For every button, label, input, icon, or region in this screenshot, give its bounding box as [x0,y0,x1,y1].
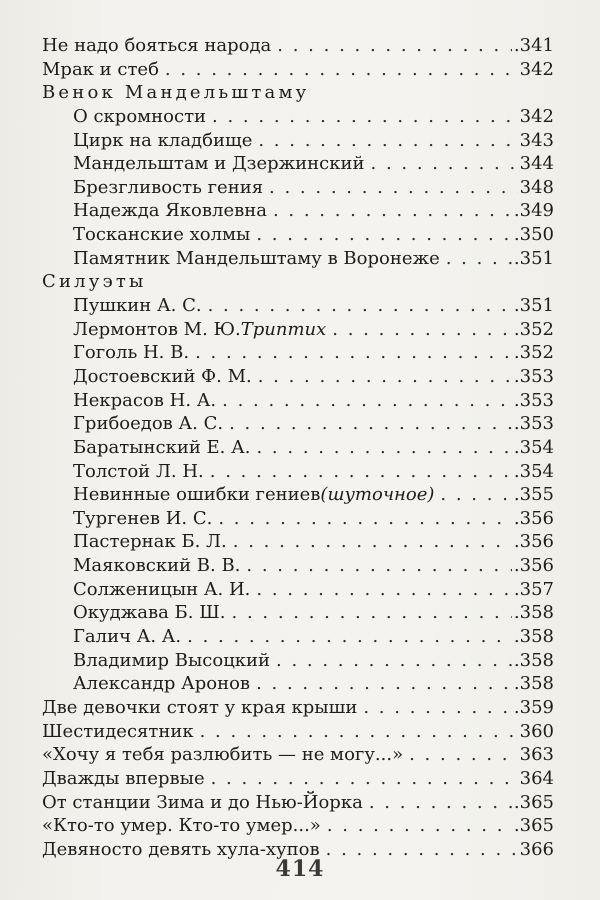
toc-entry [42,483,554,507]
page-number-folio: 414 [275,856,325,882]
dot-leader [258,365,512,389]
dot-leader [211,767,518,791]
dot-leader [369,791,512,815]
toc-entry [42,152,554,176]
entry-page-number: .356 [513,507,554,529]
toc-section-heading [42,81,554,105]
dot-leader [232,601,512,625]
toc-entry [42,720,554,744]
entry-page-number: .351 [513,247,554,269]
dot-leader [277,34,512,58]
entry-title: О скромности [73,105,207,127]
toc-entry [42,199,554,223]
entry-page-number: .358 [513,626,554,648]
entry-page-number: .358 [513,649,554,671]
entry-title: Некрасов Н. А. [73,389,217,411]
entry-title: Лермонтов М. Ю. [73,318,241,340]
dot-leader [332,318,512,342]
toc-entry [42,791,554,815]
entry-title: Владимир Высоцкий [73,649,271,671]
dot-leader [371,152,518,176]
entry-page-number: 342 [519,58,554,80]
entry-title: Достоевский Ф. М. [73,365,252,387]
entry-page-number: .354 [513,460,554,482]
entry-title: От станции Зима и до Нью-Йорка [42,791,363,813]
toc-entry [42,530,554,554]
entry-page-number: .353 [513,413,554,435]
entry-title: Пастернак Б. Л. [73,531,227,553]
toc-entry [42,672,554,696]
entry-title-italic: Триптих [240,318,327,340]
entry-title: Маяковский В. В. [73,555,241,577]
entry-page-number: .352 [513,318,554,340]
dot-leader [195,341,512,365]
section-title: Венок Мандельштаму [42,82,310,104]
toc-entry [42,743,554,767]
entry-title: «Кто-то умер. Кто-то умер...» [42,815,321,837]
dot-leader [273,199,512,223]
dot-leader [409,743,518,767]
entry-title: «Хочу я тебя разлюбить — не могу...» [42,744,404,766]
entry-page-number: .365 [513,815,554,837]
toc-entry [42,436,554,460]
dot-leader [276,649,512,673]
entry-title: Грибоедов А. С. [73,413,224,435]
toc-entry [42,554,554,578]
entry-title: Надежда Яковлевна [73,200,267,222]
toc-entry [42,318,554,342]
entry-page-number: .353 [513,365,554,387]
entry-title: Тургенев И. С. [73,507,213,529]
section-title: Силуэты [42,271,147,293]
entry-title-italic: (шуточное) [320,484,435,506]
entry-page-number: 343 [519,129,554,151]
toc-entry [42,389,554,413]
toc-entry [42,507,554,531]
entry-title: Окуджава Б. Ш. [73,602,226,624]
entry-page-number: .351 [513,295,554,317]
dot-leader [165,58,518,82]
toc-entry [42,365,554,389]
dot-leader [327,814,512,838]
entry-page-number: 364 [519,767,554,789]
toc-entry [42,294,554,318]
entry-page-number: .358 [513,602,554,624]
entry-page-number: .354 [513,436,554,458]
entry-title: Мандельштам и Дзержинский [73,153,365,175]
toc-entry [42,625,554,649]
toc-entry [42,649,554,673]
entry-title: Девяносто девять хула-хупов [42,838,320,860]
entry-title: Солженицын А. И. [73,578,251,600]
toc-entry [42,58,554,82]
toc-entry [42,601,554,625]
dot-leader [233,530,512,554]
dot-leader [218,507,512,531]
toc-entry [42,578,554,602]
dot-leader [256,672,512,696]
dot-leader [256,578,512,602]
toc-entry [42,767,554,791]
entry-title: Мрак и стеб [42,58,159,80]
dot-leader [446,247,512,271]
toc-entry [42,247,554,271]
entry-page-number: .355 [513,484,554,506]
entry-title: Тосканские холмы [73,224,251,246]
dot-leader [200,720,518,744]
table-of-contents [42,34,554,861]
toc-entry [42,176,554,200]
toc-entry [42,412,554,436]
entry-page-number: 360 [519,720,554,742]
entry-title: Галич А. А. [73,626,182,648]
entry-title: Брезгливость гения [73,176,264,198]
toc-entry [42,341,554,365]
entry-title: Две девочки стоят у края крыши [42,696,358,718]
dot-leader [256,436,511,460]
dot-leader [187,625,512,649]
dot-leader [222,389,512,413]
entry-title: Не надо бояться народа [42,35,272,56]
entry-page-number: .349 [513,200,554,222]
dot-leader [208,294,512,318]
entry-title: Пушкин А. С. [73,295,202,317]
entry-title: Шестидесятник [42,720,194,742]
toc-entry [42,460,554,484]
entry-title: Невинные ошибки гениев [73,484,321,506]
dot-leader [229,412,512,436]
dot-leader [212,105,518,129]
entry-page-number: .350 [513,224,554,246]
dot-leader [440,483,512,507]
entry-title: Баратынский Е. А. [73,436,251,458]
dot-leader [269,176,518,200]
toc-section-heading [42,270,554,294]
entry-page-number: .353 [513,389,554,411]
toc-entry [42,696,554,720]
toc-entry [42,129,554,153]
entry-page-number: .356 [513,531,554,553]
entry-page-number: .365 [513,791,554,813]
toc-entry [42,34,554,58]
entry-page-number: .341 [513,35,554,56]
entry-page-number: 348 [519,176,554,198]
entry-title: Памятник Мандельштаму в Воронеже [73,247,440,269]
entry-page-number: 363 [519,744,554,766]
entry-title: Толстой Л. Н. [73,460,204,482]
dot-leader [246,554,512,578]
dot-leader [210,460,512,484]
dot-leader [258,129,517,153]
entry-page-number: .359 [513,696,554,718]
toc-entry [42,814,554,838]
dot-leader [363,696,512,720]
entry-page-number: .357 [513,578,554,600]
entry-page-number: .358 [513,673,554,695]
entry-page-number: .356 [513,555,554,577]
dot-leader [256,223,512,247]
entry-page-number: 344 [519,153,554,175]
entry-title: Цирк на кладбище [73,129,253,151]
entry-page-number: .352 [513,342,554,364]
toc-entry [42,105,554,129]
entry-title: Дважды впервые [42,767,205,789]
entry-page-number: 342 [519,105,554,127]
entry-title: Александр Аронов [73,673,251,695]
toc-entry [42,223,554,247]
entry-page-number: 366 [519,838,554,860]
entry-title: Гоголь Н. В. [73,342,190,364]
